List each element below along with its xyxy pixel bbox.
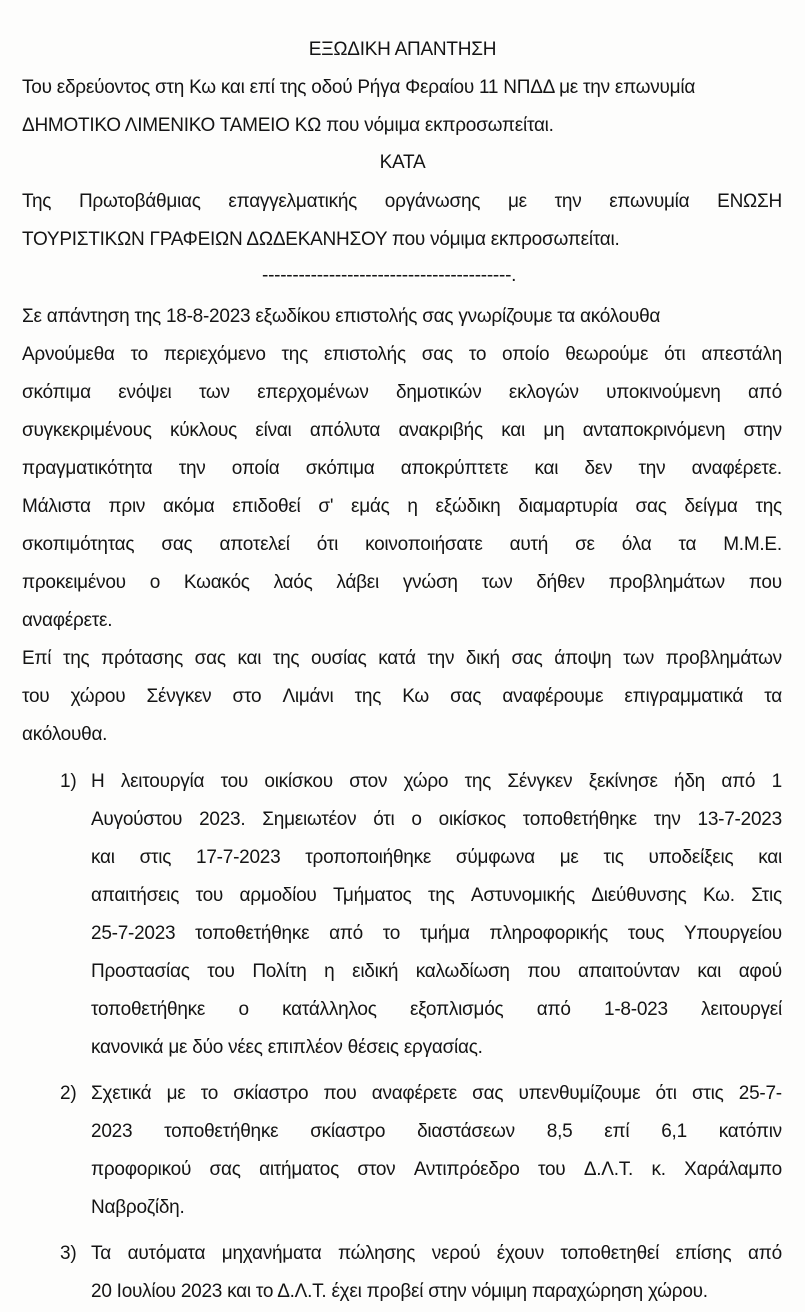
word: εμάς	[351, 496, 390, 517]
body-line: Σε απάντηση της 18-8-2023 εξωδίκου επιστολής σας γνωρίζουμε τα ακόλουθα	[22, 306, 661, 327]
list-item-line	[91, 1120, 782, 1144]
body-line: αναφέρετε.	[22, 610, 113, 631]
word: τις	[603, 847, 624, 868]
list-item-line	[91, 846, 782, 870]
word: αναφέρετε.	[691, 458, 782, 479]
word: αναφέρετε	[371, 1083, 457, 1104]
word: όλα	[621, 534, 652, 555]
word: νερού	[431, 1243, 481, 1264]
word: τροποποιήθηκε	[305, 847, 432, 868]
word: τοποθετηθεί	[560, 1243, 660, 1264]
list-item-number: 3)	[60, 1243, 77, 1264]
word: λειτουργία	[120, 771, 205, 792]
word: 8,5	[546, 1121, 573, 1142]
word: οργάνωσης	[384, 191, 481, 212]
word: χώρου	[70, 686, 126, 707]
word: στο	[232, 686, 262, 707]
word: Υπουργείου	[684, 923, 782, 944]
word: Πρωτοβάθμιας	[78, 191, 201, 212]
word: διαμαρτυρία	[518, 496, 618, 517]
word: προβλημάτων	[608, 572, 725, 593]
word: Λιμάνι	[282, 686, 334, 707]
word: ειδική	[352, 961, 399, 982]
word: επερχομένων	[257, 382, 369, 403]
word: του	[195, 885, 224, 906]
word: του	[22, 686, 50, 707]
word: η	[324, 961, 335, 982]
body-line	[22, 343, 782, 367]
body-line	[22, 571, 782, 595]
word: τα	[678, 534, 697, 555]
word: καλωδίωση	[415, 961, 510, 982]
word: δεν	[584, 458, 613, 479]
sender-line: Του εδρεύοντος στη Κω και επί της οδού Ρήγα Φεραίου 11 ΝΠΔΔ με την επωνυμία	[22, 77, 696, 98]
word: δήθεν	[536, 572, 585, 593]
word: 25-7-	[738, 1083, 782, 1104]
word: επωνυμία	[609, 191, 690, 212]
word: Σημειωτέον	[262, 809, 357, 830]
word: στον	[357, 1159, 396, 1180]
separator-line: -----------------------------------------.	[262, 265, 517, 286]
word: δική	[465, 648, 500, 669]
word: σκόπιμα	[305, 458, 375, 479]
word: Πολίτη	[252, 961, 307, 982]
word: ο	[238, 999, 249, 1020]
word: και	[534, 458, 559, 479]
word: που	[748, 572, 782, 593]
word: σ'	[318, 496, 334, 517]
word: τους	[627, 923, 665, 944]
word: σκοπιμότητας	[22, 534, 135, 555]
word: και	[697, 961, 722, 982]
word: αποτελεί	[219, 534, 290, 555]
word: αναφέρουμε	[502, 686, 604, 707]
word: οικίσκος	[438, 809, 506, 830]
word: από	[748, 382, 782, 403]
body-line	[22, 647, 782, 671]
word: τα	[764, 686, 782, 707]
word: τοποθετήθηκε	[164, 1121, 279, 1142]
word: απόλυτα	[309, 420, 381, 441]
list-item-line	[91, 960, 782, 984]
word: κ.	[651, 1159, 666, 1180]
word: το	[468, 344, 487, 365]
word: του	[220, 771, 249, 792]
word: Χαράλαμπο	[684, 1159, 782, 1180]
against-heading: ΚΑΤΑ	[379, 152, 426, 173]
word: δημοτικών	[396, 382, 482, 403]
word: 25-7-2023	[91, 923, 176, 944]
word: των	[198, 382, 230, 403]
word: οικίσκου	[264, 771, 333, 792]
word: προκειμένου	[22, 572, 126, 593]
word: σκίαστρο	[310, 1121, 386, 1142]
word: ξεκίνησε	[588, 771, 658, 792]
word: επιδοθεί	[232, 496, 301, 517]
word: της	[272, 648, 300, 669]
word: Κω.	[702, 885, 735, 906]
word: με	[507, 191, 527, 212]
word: υποκινούμενη	[606, 382, 721, 403]
list-item-line	[91, 808, 782, 832]
word: εξώδικη	[435, 496, 501, 517]
word: ανακριβής	[398, 420, 483, 441]
word: πληροφορικής	[489, 923, 609, 944]
word: Σένγκεν	[507, 771, 573, 792]
word: των	[481, 572, 513, 593]
word: θεωρούμε	[565, 344, 649, 365]
word: υποδείξεις	[648, 847, 734, 868]
word: την	[554, 191, 582, 212]
list-item-line	[91, 998, 782, 1022]
list-item-line: Ναβροζίδη.	[91, 1197, 185, 1218]
word: επαγγελματικής	[228, 191, 358, 212]
word: αποκρύπτετε	[400, 458, 509, 479]
list-item-line	[91, 922, 782, 946]
word: αυτή	[509, 534, 549, 555]
word: και	[237, 648, 262, 669]
word: από	[748, 1243, 782, 1264]
word: Αντιπρόεδρο	[413, 1159, 520, 1180]
word: απεστάλη	[701, 344, 782, 365]
word: 1-8-023	[604, 999, 668, 1020]
word: των	[623, 648, 654, 669]
word: Κωακός	[183, 572, 250, 593]
word: στις	[691, 1083, 724, 1104]
word: στις	[139, 847, 172, 868]
word: σας	[635, 496, 667, 517]
word: ήδη	[674, 771, 705, 792]
word: σας	[161, 534, 193, 555]
list-item-number: 1)	[60, 771, 77, 792]
word: άποψη	[554, 648, 612, 669]
word: συγκεκριμένους	[22, 420, 152, 441]
word: την	[638, 458, 666, 479]
word: Δ.Λ.Τ.	[583, 1159, 634, 1180]
word: οποία	[231, 458, 280, 479]
word: απαιτήσεις	[91, 885, 180, 906]
word: και	[758, 847, 782, 868]
recipient-line	[22, 190, 782, 214]
word: το	[382, 923, 401, 944]
word: σας	[209, 1159, 241, 1180]
word: εκλογών	[508, 382, 579, 403]
word: της	[755, 496, 782, 517]
word: αυτόματα	[127, 1243, 206, 1264]
word: η	[407, 496, 418, 517]
list-item-line	[91, 1242, 782, 1266]
word: ο	[149, 572, 161, 593]
word: επί	[604, 1121, 630, 1142]
word: την	[178, 458, 206, 479]
word: σας	[450, 686, 482, 707]
word: σκίαστρο	[233, 1083, 309, 1104]
word: ουσίας	[311, 648, 367, 669]
word: αιτήματος	[259, 1159, 339, 1180]
word: ότι	[373, 809, 395, 830]
word: τοποθετήθηκε	[195, 923, 310, 944]
word: την	[653, 809, 681, 830]
word: πραγματικότητα	[22, 458, 153, 479]
list-item-line	[91, 1082, 782, 1106]
body-line	[22, 457, 782, 481]
list-item-line	[91, 770, 782, 794]
word: σκόπιμα	[22, 382, 91, 403]
word: ότι	[316, 534, 339, 555]
word: απαιτούνταν	[578, 961, 680, 982]
word: περιεχόμενο	[163, 344, 266, 365]
word: κατάλληλος	[282, 999, 377, 1020]
word: με	[559, 847, 579, 868]
word: 1	[771, 771, 782, 792]
body-line	[22, 533, 782, 557]
recipient-line: ΤΟΥΡΙΣΤΙΚΩΝ ΓΡΑΦΕΙΩΝ ΔΩΔΕΚΑΝΗΣΟΥ που νόμιμα εκπροσωπείται.	[22, 229, 620, 250]
word: Κω	[402, 686, 429, 707]
word: σας	[511, 648, 543, 669]
word: Διεύθυνσης	[591, 885, 687, 906]
word: αρμοδίου	[239, 885, 317, 906]
word: Της	[22, 191, 52, 212]
word: αφού	[738, 961, 782, 982]
word: Αυγούστου	[91, 809, 183, 830]
word: της	[281, 344, 309, 365]
word: χώρο	[403, 771, 449, 792]
word: οποίο	[502, 344, 550, 365]
word: στον	[349, 771, 388, 792]
list-item-line	[91, 884, 782, 908]
list-item-number: 2)	[60, 1083, 77, 1104]
word: σύμφωνα	[455, 847, 535, 868]
body-line	[22, 685, 782, 709]
word: 6,1	[661, 1121, 687, 1142]
word: μη	[543, 420, 565, 441]
word: Στις	[751, 885, 782, 906]
word: Επί	[22, 648, 52, 669]
word: είναι	[255, 420, 292, 441]
word: πρότασης	[101, 648, 183, 669]
word: ανταποκρινόμενη	[582, 420, 726, 441]
word: κατόπιν	[718, 1121, 782, 1142]
word: σας	[194, 648, 226, 669]
word: 2023.	[199, 809, 246, 830]
word: πριν	[108, 496, 146, 517]
word: του	[207, 961, 235, 982]
word: Μ.Μ.Ε.	[723, 534, 782, 555]
word: ΕΝΩΣΗ	[717, 191, 782, 212]
word: της	[428, 885, 455, 906]
word: λάβει	[336, 572, 379, 593]
word: έχουν	[496, 1243, 544, 1264]
word: με	[166, 1083, 186, 1104]
word: τοποθετήθηκε	[522, 809, 637, 830]
word: δείγμα	[684, 496, 738, 517]
word: της	[62, 648, 90, 669]
word: ο	[411, 809, 422, 830]
word: επίσης	[675, 1243, 732, 1264]
word: κατά	[378, 648, 416, 669]
word: και	[91, 847, 115, 868]
sender-line: ΔΗΜΟΤΙΚΟ ΛΙΜΕΝΙΚΟ ΤΑΜΕΙΟ ΚΩ που νόμιμα εκπροσωπείται.	[22, 115, 554, 136]
word: επιστολής	[323, 344, 406, 365]
word: και	[501, 420, 526, 441]
word: ότι	[664, 344, 686, 365]
word: ακόμα	[163, 496, 215, 517]
word: Τμήματος	[332, 885, 412, 906]
word: σε	[575, 534, 595, 555]
word: της	[464, 771, 492, 792]
word: λαός	[273, 572, 313, 593]
word: από	[329, 923, 364, 944]
word: ενόψει	[118, 382, 172, 403]
word: του	[537, 1159, 566, 1180]
body-line: ακόλουθα.	[22, 724, 108, 745]
word: τμήμα	[419, 923, 470, 944]
word: από	[536, 999, 571, 1020]
list-item-line: 20 Ιουλίου 2023 και το Δ.Λ.Τ. έχει προβεί στην νόμιμη παραχώρηση χώρου.	[91, 1281, 708, 1302]
word: εξοπλισμός	[409, 999, 504, 1020]
body-line	[22, 381, 782, 405]
body-line	[22, 419, 782, 443]
word: 2023	[91, 1121, 133, 1142]
word: σας	[472, 1083, 504, 1104]
word: προβλημάτων	[665, 648, 782, 669]
word: Τα	[91, 1243, 112, 1264]
list-item-line	[91, 1158, 782, 1182]
word: γνώση	[402, 572, 458, 593]
word: από	[721, 771, 756, 792]
word: διαστάσεων	[417, 1121, 515, 1142]
document-title: ΕΞΩΔΙΚΗ ΑΠΑΝΤΗΣΗ	[308, 39, 497, 60]
word: Η	[91, 771, 105, 792]
body-line	[22, 495, 782, 519]
word: την	[427, 648, 455, 669]
word: ότι	[655, 1083, 677, 1104]
list-item-line: κανονικά με δύο νέες επιπλέον θέσεις εργασίας.	[91, 1037, 483, 1058]
word: Μάλιστα	[22, 496, 91, 517]
word: που	[323, 1083, 357, 1104]
word: Προστασίας	[91, 961, 190, 982]
word: που	[527, 961, 561, 982]
word: Αρνούμεθα	[22, 344, 115, 365]
word: επιγραμματικά	[624, 686, 744, 707]
word: το	[130, 344, 148, 365]
word: λειτουργεί	[701, 999, 782, 1020]
word: Σένγκεν	[146, 686, 212, 707]
word: κοινοποιήσατε	[365, 534, 483, 555]
word: τοποθετήθηκε	[91, 999, 206, 1020]
word: σας	[421, 344, 453, 365]
word: το	[200, 1083, 219, 1104]
word: 17-7-2023	[196, 847, 281, 868]
word: Σχετικά	[91, 1083, 152, 1104]
word: μηχανήματα	[221, 1243, 322, 1264]
word: προφορικού	[91, 1159, 192, 1180]
word: πώλησης	[338, 1243, 416, 1264]
word: στην	[743, 420, 782, 441]
word: Αστυνομικής	[470, 885, 575, 906]
word: υπενθυμίζουμε	[518, 1083, 641, 1104]
word: κύκλους	[170, 420, 237, 441]
word: της	[354, 686, 382, 707]
word: 13-7-2023	[697, 809, 782, 830]
